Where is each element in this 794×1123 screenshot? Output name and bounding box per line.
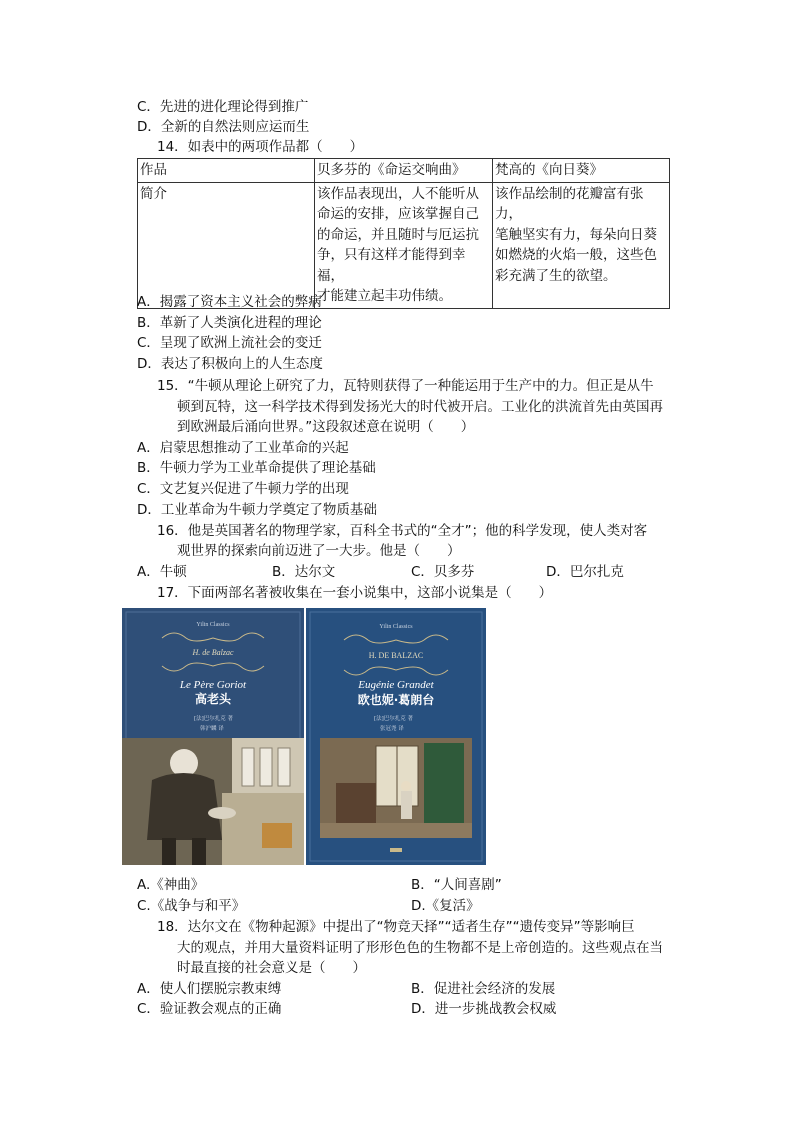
cover-author-cn: [法]巴尔扎克 著 — [194, 716, 234, 722]
cell-line: 该作品表现出，人不能听从 — [317, 185, 479, 202]
cover-translator: 张冠尧 译 — [380, 726, 404, 732]
cover-author-en: H. DE BALZAC — [368, 651, 424, 660]
table-header-cell: 贝多芬的《命运交响曲》 — [315, 159, 493, 183]
painting-figure-dress — [401, 791, 412, 819]
cover-title-en: Le Père Goriot — [179, 679, 247, 691]
q14-works-table — [137, 158, 670, 309]
painting-figure-head — [170, 749, 198, 777]
cover-title-cn: 欧也妮·葛朗台 — [357, 693, 435, 707]
q14-stem: 14．如表中的两项作品都（ ） — [157, 139, 364, 155]
cell-line: 该作品绘制的花瓣富有张力， — [495, 185, 644, 222]
painting-figure-coat — [147, 773, 222, 840]
q15-stem-line: 15．“牛顿从理论上研究了力，瓦特则获得了一种能运用于生产中的力。但正是从牛 — [157, 378, 654, 394]
painting-figure-head — [401, 781, 411, 791]
table-cell-vangogh — [493, 182, 670, 308]
q17-option-d: D.《复活》 — [411, 898, 480, 914]
q17-option-c: C.《战争与和平》 — [137, 898, 246, 914]
q18-option-b: B．促进社会经济的发展 — [411, 981, 556, 997]
table-header-row — [138, 159, 670, 183]
painting-curtain — [424, 743, 464, 823]
cover-author-en: H. de Balzac — [192, 648, 234, 657]
table-cell-beethoven — [315, 182, 493, 308]
cell-line: 命运的安排，应该掌握自己 — [317, 206, 479, 222]
painting-cat — [262, 823, 292, 848]
q18-option-a: A．使人们摆脱宗教束缚 — [137, 981, 282, 997]
book-cover-illustration — [122, 608, 304, 865]
q16-option-d: D．巴尔扎克 — [546, 564, 624, 580]
cell-line: 才能建立起丰功伟绩。 — [317, 288, 452, 304]
q14-option-d: D．表达了积极向上的人生态度 — [137, 356, 323, 372]
cell-line: 彩充满了生的欲望。 — [495, 267, 617, 284]
q15-option-a: A．启蒙思想推动了工业革命的兴起 — [137, 440, 349, 456]
q13-option-d: D．全新的自然法则应运而生 — [137, 119, 310, 135]
book-cover-le-pere-goriot — [122, 608, 304, 865]
cell-line: 争，只有这样才能得到幸福， — [317, 247, 466, 284]
painting-window — [242, 748, 254, 786]
cover-title-cn: 高老头 — [194, 692, 232, 706]
q15-option-b: B．牛顿力学为工业革命提供了理论基础 — [137, 460, 376, 476]
q17-option-a: A.《神曲》 — [137, 877, 205, 893]
cover-translator: 韩沪麟 译 — [200, 726, 224, 732]
table-header-cell: 作品 — [138, 159, 315, 183]
table-row-label: 简介 — [138, 182, 315, 308]
book-cover-eugenie-grandet — [306, 608, 486, 865]
table-header-cell: 梵高的《向日葵》 — [493, 159, 670, 183]
book-cover-illustration — [306, 608, 486, 865]
q18-stem-line: 大的观点，并用大量资料证明了形形色色的生物都不是上帝创造的。这些观点在当 — [177, 940, 663, 956]
painting-floor — [320, 823, 472, 838]
cell-line: 如燃烧的火焰一般，这些色 — [495, 247, 657, 263]
painting-cabinet — [336, 783, 376, 823]
cover-title-en: Eugénie Grandet — [358, 679, 434, 691]
q13-option-c: C．先进的进化理论得到推广 — [137, 99, 309, 115]
publisher-logo-icon — [390, 848, 402, 852]
q17-stem: 17．下面两部名著被收集在一套小说集中，这部小说集是（ ） — [157, 585, 553, 601]
q14-option-a: A．揭露了资本主义社会的弊病 — [137, 294, 322, 310]
q18-stem-line: 时最直接的社会意义是（ ） — [177, 960, 366, 976]
painting-figure-leg — [192, 838, 206, 865]
painting-figure-hat — [208, 807, 236, 819]
q17-option-b: B．“人间喜剧” — [411, 877, 502, 893]
cell-line: 笔触坚实有力，每朵向日葵 — [495, 226, 657, 243]
painting-window — [260, 748, 272, 786]
painting-window — [278, 748, 290, 786]
q18-option-c: C．验证教会观点的正确 — [137, 1001, 282, 1017]
q15-stem-line: 顿到瓦特，这一科学技术得到发扬光大的时代被开启。工业化的洪流首先由英国再 — [177, 399, 663, 415]
q16-stem-line: 观世界的探索向前迈进了一大步。他是（ ） — [177, 543, 461, 559]
q15-stem-line: 到欧洲最后涌向世界。”这段叙述意在说明（ ） — [177, 419, 475, 435]
q16-option-a: A．牛顿 — [137, 564, 187, 580]
q14-option-b: B．革新了人类演化进程的理论 — [137, 315, 322, 331]
q18-stem-line: 18．达尔文在《物种起源》中提出了“物竞天择”“适者生存”“遗传变异”等影响巨 — [157, 919, 635, 935]
q16-option-b: B．达尔文 — [272, 564, 336, 580]
cover-series: Yilin Classics — [196, 622, 230, 628]
cell-line: 的命运，并且随时与厄运抗 — [317, 226, 479, 243]
q15-option-c: C．文艺复兴促进了牛顿力学的出现 — [137, 481, 349, 497]
q16-stem-line: 16．他是英国著名的物理学家，百科全书式的“全才”；他的科学发现，使人类对客 — [157, 523, 648, 539]
q18-option-d: D．进一步挑战教会权威 — [411, 1001, 557, 1017]
cover-author-cn: [法]巴尔扎克 著 — [374, 716, 414, 722]
q15-option-d: D．工业革命为牛顿力学奠定了物质基础 — [137, 502, 377, 518]
table-row — [138, 182, 670, 308]
q16-option-c: C．贝多芬 — [411, 564, 475, 580]
q14-option-c: C．呈现了欧洲上流社会的变迁 — [137, 335, 322, 351]
painting-figure-leg — [162, 838, 176, 865]
cover-series: Yilin Classics — [379, 624, 413, 630]
